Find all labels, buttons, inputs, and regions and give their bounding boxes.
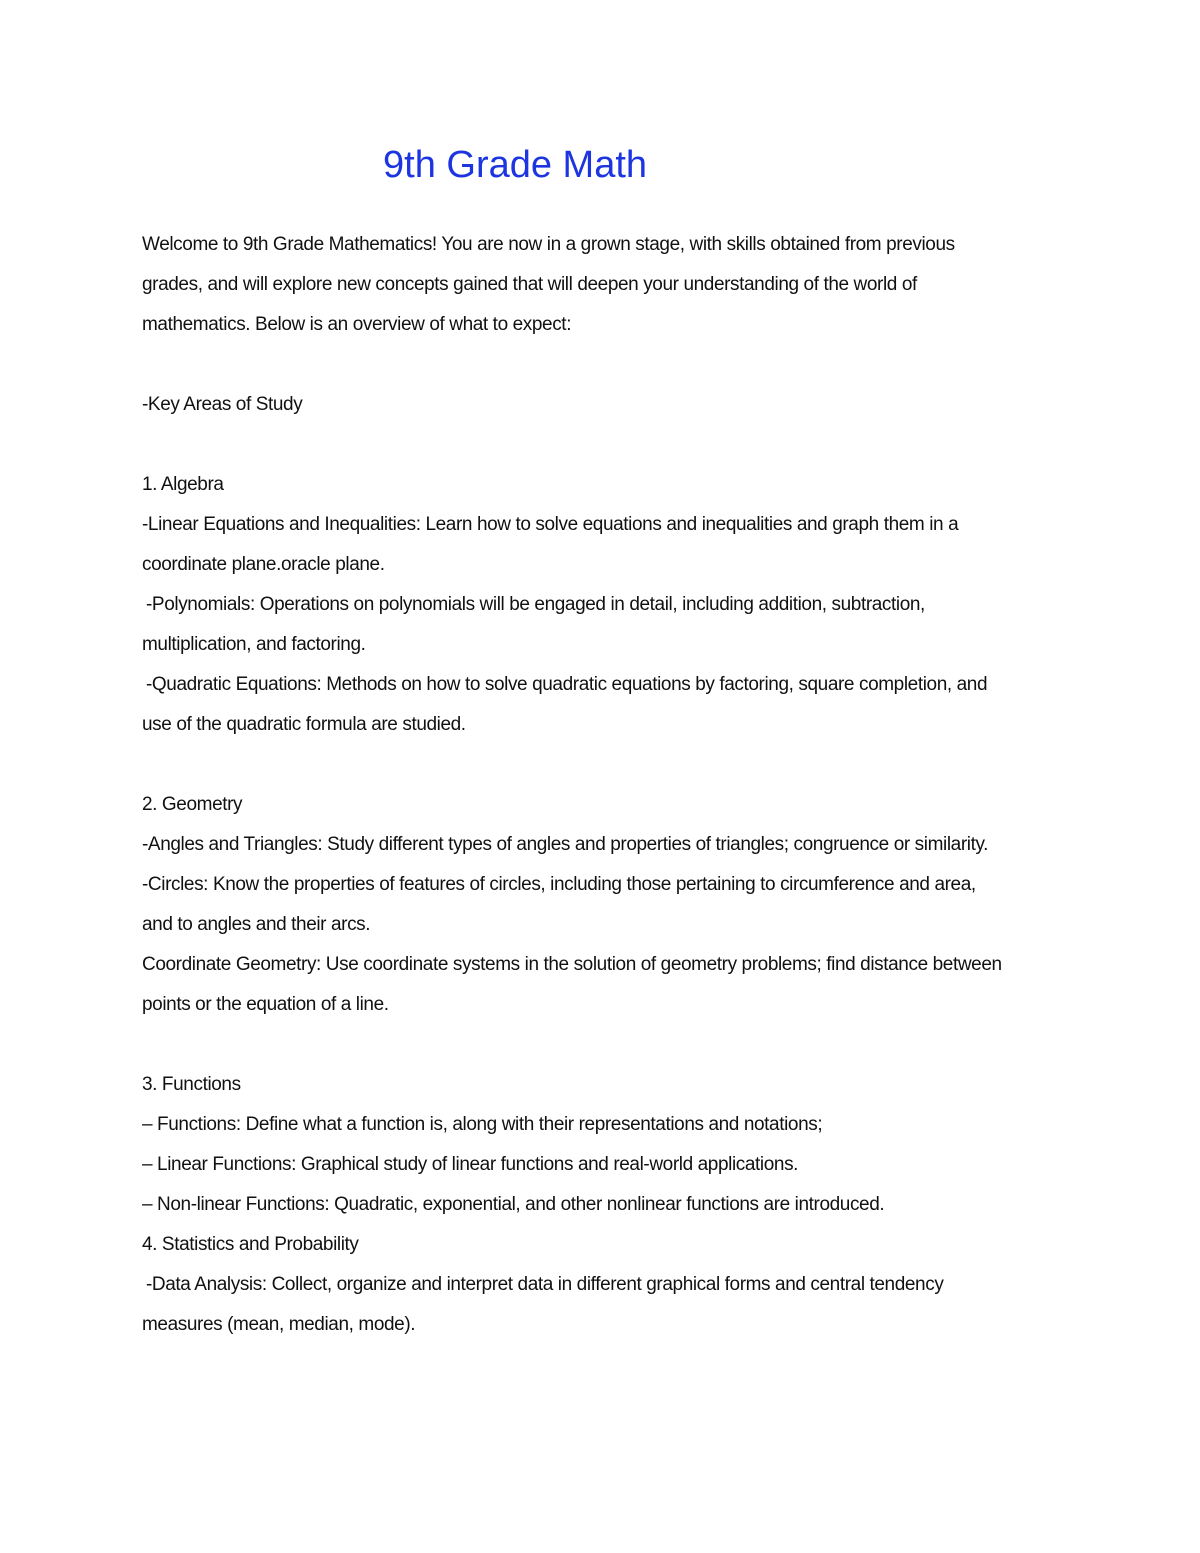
geometry-line: points or the equation of a line. xyxy=(142,994,389,1015)
intro-line: Welcome to 9th Grade Mathematics! You are now in a grown stage, with skills obtained from previous xyxy=(142,234,955,255)
functions-line: – Linear Functions: Graphical study of linear functions and real-world applications. xyxy=(142,1154,799,1175)
spacer xyxy=(142,1025,1062,1065)
geometry-line: -Angles and Triangles: Study different types of angles and properties of triangles; congruence or similarity. xyxy=(142,834,989,855)
key-areas-heading: -Key Areas of Study xyxy=(142,394,303,415)
geometry-heading: 2. Geometry xyxy=(142,794,243,815)
spacer xyxy=(142,345,1062,385)
functions-heading: 3. Functions xyxy=(142,1074,241,1095)
geometry-line: Coordinate Geometry: Use coordinate systems in the solution of geometry problems; find distance between xyxy=(142,954,1002,975)
functions-line: – Non-linear Functions: Quadratic, exponential, and other nonlinear functions are introduced. xyxy=(142,1194,885,1215)
statistics-line: -Data Analysis: Collect, organize and interpret data in different graphical forms and central tendency xyxy=(146,1274,944,1295)
spacer xyxy=(142,425,1062,465)
statistics-heading: 4. Statistics and Probability xyxy=(142,1234,359,1255)
functions-line: – Functions: Define what a function is, along with their representations and notations; xyxy=(142,1114,823,1135)
algebra-line: -Linear Equations and Inequalities: Learn how to solve equations and inequalities and graph them in a xyxy=(142,514,959,535)
spacer xyxy=(142,745,1062,785)
statistics-line: measures (mean, median, mode). xyxy=(142,1314,416,1335)
geometry-line: -Circles: Know the properties of features of circles, including those pertaining to circumference and area, xyxy=(142,874,976,895)
document-body xyxy=(142,225,1062,1345)
algebra-line: coordinate plane.oracle plane. xyxy=(142,554,385,575)
algebra-line: -Quadratic Equations: Methods on how to solve quadratic equations by factoring, square completion, and xyxy=(146,674,988,695)
intro-line: grades, and will explore new concepts gained that will deepen your understanding of the world of xyxy=(142,274,917,295)
intro-line: mathematics. Below is an overview of what to expect: xyxy=(142,314,572,335)
geometry-line: and to angles and their arcs. xyxy=(142,914,371,935)
algebra-line: multiplication, and factoring. xyxy=(142,634,366,655)
algebra-line: use of the quadratic formula are studied. xyxy=(142,714,466,735)
algebra-line: -Polynomials: Operations on polynomials will be engaged in detail, including addition, subtraction, xyxy=(146,594,925,615)
page-title: 9th Grade Math xyxy=(383,144,648,186)
algebra-heading: 1. Algebra xyxy=(142,474,224,495)
